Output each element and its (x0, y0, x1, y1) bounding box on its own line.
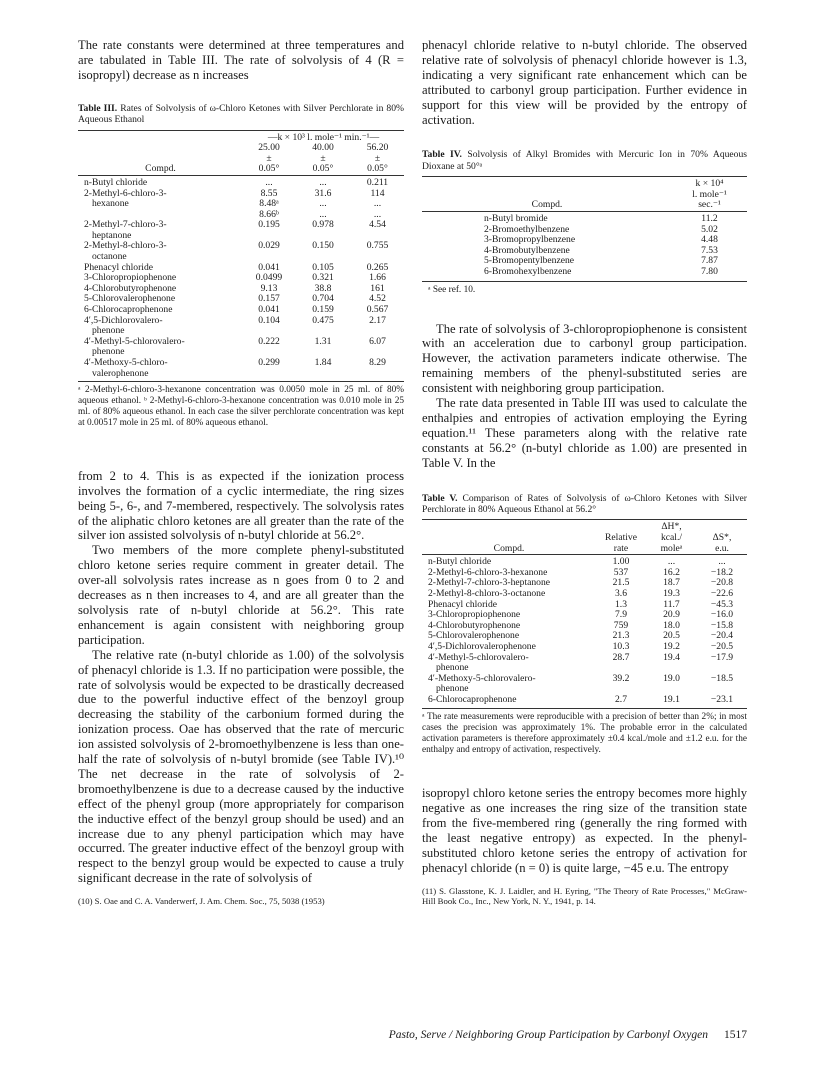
value-cell: 0.222 (258, 335, 280, 347)
value-cell (243, 369, 295, 380)
compound-cell: n-Butyl chloride (84, 176, 148, 188)
paragraph: The rate of solvolysis of 3-chloropropiophenone is consistent with an acceleration due to carbonyl group participation. However, the activation parameters indicate otherwise. The remaining members of the phenyl-substituted series are consistent with neighboring group participation. (422, 321, 747, 396)
value-cell: 8.66ᵇ (259, 208, 279, 220)
value-cell: 31.6 (314, 187, 332, 199)
value-cell: ... (373, 208, 382, 220)
table-row (422, 246, 747, 257)
column-header: Compd. (531, 199, 563, 211)
table-row (78, 199, 404, 210)
value-cell: 4.54 (369, 219, 386, 231)
value-cell: 1.66 (369, 272, 386, 284)
value-cell: 19.0 (663, 672, 680, 684)
column-header: rate (613, 542, 629, 554)
paragraph: isopropyl chloro ketone series the entropy becomes more highly negative as one increases the ring size of the transition state from the five-membered ring (generally the ring formed with the least negative entropy) as expected. In the phenyl-substituted chloro ketone series the entropy of activation for phenacyl chloride (n = 0) is quite large, −45 e.u. The entropy (422, 786, 747, 875)
value-cell: −15.8 (710, 619, 734, 631)
value-cell: 0.150 (312, 240, 334, 252)
value-cell: 0.265 (366, 261, 389, 273)
value-cell: 161 (370, 282, 385, 294)
value-cell: 28.7 (612, 651, 630, 663)
pm-sign: ± (320, 152, 326, 164)
temp-header: 40.00 (312, 142, 334, 154)
page-footer (330, 1029, 747, 1041)
compound-cell: 4′,5-Dichlorovalero- (84, 314, 163, 326)
value-cell: 0.157 (258, 293, 280, 305)
value-cell: 537 (613, 566, 629, 578)
table-row (422, 695, 747, 706)
table-row (422, 674, 747, 685)
table-caption: Table III. Rates of Solvolysis of ω-Chloro Ketones with Silver Perchlorate in 80% Aqueous Ethanol (78, 102, 404, 126)
compound-cell: 4′-Methoxy-5-chloro- (84, 357, 168, 368)
reference-10: (10) S. Oae and C. A. Vanderwerf, J. Am. Chem. Soc., 75, 5038 (1953) (78, 896, 325, 907)
value-cell: 4.48 (701, 234, 718, 246)
temp-header: 25.00 (258, 142, 280, 154)
value-cell: 11.2 (701, 213, 718, 225)
value-cell: −45.3 (710, 598, 734, 610)
table-iii (78, 103, 404, 429)
value-cell: 7.9 (615, 609, 627, 621)
value-cell: −18.5 (710, 672, 734, 684)
value-cell: −23.1 (710, 693, 734, 705)
value-cell: ... (667, 556, 676, 568)
value-cell: 3.6 (615, 587, 627, 599)
err-header: 0.05° (258, 163, 280, 175)
value-cell: 0.041 (258, 261, 280, 273)
value-cell: 21.5 (612, 577, 630, 589)
page-number: 1517 (724, 1029, 747, 1041)
value-cell: 0.029 (258, 240, 280, 252)
compound-cell: 6-Chlorocaprophenone (428, 693, 517, 705)
compound-cell: 2-Methyl-6-chloro-3-hexanone (428, 566, 548, 578)
value-cell: 0.0499 (255, 272, 283, 284)
compound-cell: 5-Bromopentylbenzene (484, 255, 575, 267)
value-cell: 4.52 (369, 293, 386, 305)
right-column (422, 38, 747, 906)
compound-cell: heptanone (92, 229, 132, 241)
err-header: 0.05° (367, 163, 388, 175)
compound-cell: 4′-Methoxy-5-chlorovalero- (428, 672, 536, 684)
table-row (78, 369, 404, 380)
column-header: ΔH*, (661, 521, 682, 533)
reference-11: (11) S. Glasstone, K. J. Laidler, and H. Eyring, "The Theory of Rate Processes," McGraw-Hill Book Co., Inc., New York, N. Y., 1941, p. 14. (422, 885, 747, 906)
compound-cell: phenone (92, 325, 125, 337)
table-row (422, 256, 747, 267)
compound-cell: phenone (436, 662, 469, 674)
value-cell: 0.704 (312, 293, 334, 305)
value-cell: 8.55 (260, 187, 278, 199)
value-cell: 0.195 (258, 219, 280, 231)
compound-cell: n-Butyl bromide (484, 213, 548, 225)
value-cell (351, 369, 404, 380)
value-cell: −16.0 (710, 609, 734, 621)
paragraph: from 2 to 4. This is as expected if the ionization process involves the formation of a cyclic intermediate, the ring sizes being 5-, 6-, and 7-membered, respectively. The solvolysis rates of the aliphatic chloro ketones are all greater than the rate of the silver ion assisted solvolysis of n-butyl chloride at 56.2°. (78, 468, 404, 543)
value-cell: 2.17 (369, 314, 386, 326)
column-header: moleᵃ (660, 542, 683, 554)
compound-cell: 5-Chlorovalerophenone (84, 293, 176, 305)
table-row (422, 235, 747, 246)
value-cell: 0.211 (366, 176, 389, 188)
table-row (422, 225, 747, 236)
value-cell: 0.475 (312, 314, 334, 326)
value-cell: 18.7 (663, 577, 680, 589)
temp-header: 56.20 (366, 142, 389, 154)
column-header: ΔS*, (712, 531, 732, 543)
column-header: Relative (605, 531, 637, 543)
column-header: k × 10⁴ (695, 178, 724, 190)
value-cell: −18.2 (710, 566, 734, 578)
value-cell: 19.4 (663, 651, 680, 663)
value-cell: 20.5 (663, 630, 680, 642)
column-header: Compd. (145, 163, 176, 175)
value-cell: 0.299 (258, 357, 280, 368)
value-cell: 8.29 (369, 357, 386, 368)
value-cell: 6.07 (369, 335, 386, 347)
column-header: Compd. (493, 542, 525, 554)
left-column (78, 38, 404, 907)
compound-cell: 2-Methyl-7-chloro-3-heptanone (428, 577, 551, 589)
table-footnote: ᵃ See ref. 10. (428, 284, 476, 295)
table-row (422, 555, 747, 568)
value-cell: 1.3 (615, 598, 627, 610)
value-cell: 21.3 (612, 630, 630, 642)
value-cell: −20.5 (710, 640, 734, 652)
table-v (422, 493, 747, 757)
column-header: kcal./ (660, 531, 683, 543)
value-cell: 10.3 (612, 640, 630, 652)
compound-cell: 2-Bromoethylbenzene (484, 223, 570, 235)
value-cell: 759 (613, 619, 629, 631)
compound-cell: 3-Bromopropylbenzene (484, 234, 576, 246)
compound-cell: 6-Bromohexylbenzene (484, 266, 572, 277)
value-cell: 0.105 (312, 261, 334, 273)
value-cell: 5.02 (701, 223, 718, 235)
value-cell: −20.4 (710, 630, 734, 642)
compound-cell: valerophenone (92, 367, 149, 379)
compound-cell: hexanone (92, 198, 129, 210)
column-header: e.u. (715, 542, 729, 554)
err-header: 0.05° (312, 163, 334, 175)
compound-cell: 4-Chlorobutyrophenone (84, 282, 177, 294)
value-cell: 0.041 (258, 304, 280, 316)
table-row (422, 212, 747, 225)
compound-cell: octanone (92, 251, 127, 263)
value-cell: 0.321 (312, 272, 334, 284)
column-header: sec.⁻¹ (698, 199, 721, 211)
pm-sign: ± (266, 152, 272, 164)
value-cell: 0.159 (312, 304, 334, 316)
value-cell: ... (718, 556, 726, 568)
table-caption: Table V. Comparison of Rates of Solvolysis of ω-Chloro Ketones with Silver Perchlorate in 80% Aqueous Ethanol at 56.2° (422, 492, 747, 515)
compound-cell: 4-Bromobutylbenzene (484, 244, 570, 256)
table (422, 519, 747, 705)
table-footnote: ᵃ The rate measurements were reproducible with a precision of better than 2%; in most cases the precision was approximately 1%. The probable error in the calculated activation parameters is therefore approximately ±0.4 kcal./mole and ±1.2 e.u. for the enthalpy and entropy of activation, respectively. (422, 712, 747, 756)
value-cell: ... (319, 208, 327, 220)
value-cell: 1.00 (612, 556, 630, 568)
value-cell: 19.1 (663, 693, 680, 705)
table-row (422, 267, 747, 278)
compound-cell: phenone (436, 683, 469, 695)
table-row (78, 358, 404, 369)
compound-cell: 4-Chlorobutyrophenone (428, 619, 521, 631)
paragraph: phenacyl chloride relative to n-butyl chloride. The observed relative rate of solvolysis of phenacyl chloride however is 1.3, indicating a very significant rate enhancement which can be attributed to carbonyl group participation. Further evidence in support for this view will be provided by the entropy of activation. (422, 38, 747, 127)
compound-cell: Phenacyl chloride (84, 261, 153, 273)
value-cell: 0.755 (366, 240, 389, 252)
value-cell: 0.104 (258, 314, 280, 326)
value-cell: 11.7 (663, 598, 680, 610)
compound-cell: 2-Methyl-6-chloro-3- (84, 187, 167, 199)
paragraph: The rate constants were determined at three temperatures and are tabulated in Table III. The rate of solvolysis of 4 (R = isopropyl) decrease as n increases (78, 38, 404, 82)
value-cell: 7.87 (701, 255, 718, 267)
compound-cell: 3-Chloropropiophenone (428, 609, 521, 621)
value-cell: 19.2 (663, 640, 680, 652)
compound-cell: Phenacyl chloride (428, 598, 497, 610)
table-iv (422, 149, 747, 295)
value-cell: 1.84 (314, 357, 332, 368)
value-cell: 16.2 (663, 566, 680, 578)
value-cell: 9.13 (260, 282, 278, 294)
table-row (78, 175, 404, 188)
compound-cell: 2-Methyl-7-chloro-3- (84, 219, 167, 231)
value-cell: 2.7 (615, 693, 627, 705)
paragraph: The relative rate (n-butyl chloride as 1.00) of the solvolysis of phenacyl chloride is 1.3. If no participation were possible, the rate of solvolysis would be expected to be drastically decreased due to the powerful inductive effect of the benzoyl group decreasing the stability of the carbonium formed during the ionization process. Oae has observed that the rate of mercuric ion assisted solvolysis of 2-bromoethylbenzene is less than one-half the rate of solvolysis of n-butyl bromide (see Table IV).¹⁰ The net decrease in the rate of solvolysis of 2-bromoethylbenzene is due to a decrease caused by the inductive effect of the phenyl group (more appropriately for comparison the inductive effect of the benzyl group should be used) and an increase due to any phenyl participation which may have occurred. The greater inductive effect of the benzoyl group with respect to the benzyl group would be expected to cause a truly significant decrease in the rate of solvolysis of (78, 647, 404, 886)
value-cell: 0.567 (366, 304, 389, 316)
table-footnote: ᵃ 2-Methyl-6-chloro-3-hexanone concentration was 0.0050 mole in 25 ml. of 80% aqueous ethanol. ᵇ 2-Methyl-6-chloro-3-hexanone concentration was 0.010 mole in 25 ml. of 80% aqueous ethanol. In each case the silver perchlorate concentration was kept at 0.00517 mole in 25 ml. of 80% aqueous ethanol. (78, 385, 404, 428)
value-cell: ... (319, 176, 327, 188)
table (78, 130, 404, 380)
compound-cell: n-Butyl chloride (428, 556, 492, 568)
running-head: Pasto, Serve / Neighboring Group Participation by Carbonyl Oxygen (388, 1029, 708, 1041)
value-cell: 1.31 (314, 335, 332, 347)
value-cell: 18.0 (663, 619, 680, 631)
compound-cell: 4′-Methyl-5-chlorovalero- (428, 651, 529, 663)
value-cell: −17.9 (710, 651, 734, 663)
table-caption: Table IV. Solvolysis of Alkyl Bromides with Mercuric Ion in 70% Aqueous Dioxane at 50°ᵃ (422, 149, 748, 172)
value-cell: 19.3 (663, 587, 680, 599)
value-cell: 0.978 (312, 219, 334, 231)
compound-cell: 6-Chlorocaprophenone (84, 304, 173, 316)
compound-cell: 5-Chlorovalerophenone (428, 630, 520, 642)
compound-cell: 3-Chloropropiophenone (84, 272, 177, 284)
value-cell: 7.53 (701, 244, 718, 256)
header-span: —k × 10³ l. mole⁻¹ min.⁻¹— (267, 131, 380, 143)
paragraph: The rate data presented in Table III was used to calculate the enthalpies and entropies of activation employing the Eyring equation.¹¹ These parameters along with the relative rate constants at 56.2° (n-butyl chloride as 1.00) are presented in Table V. In the (422, 396, 747, 470)
value-cell: 8.48ᵃ (259, 198, 279, 210)
value-cell: 114 (370, 187, 385, 199)
paragraph: Two members of the more complete phenyl-substituted chloro ketone series require comment in greater detail. The over-all solvolysis rates increase as n goes from 0 to 2 and decreases as n then increases to 4, and are all greater than the solvolysis rate of n-butyl chloride at 56.2°. This rate enhancement is again consistent with neighboring group participation. (78, 543, 404, 647)
compound-cell: 2-Methyl-8-chloro-3- (84, 240, 167, 252)
value-cell: 7.80 (701, 266, 718, 277)
value-cell: ... (373, 198, 382, 210)
column-header: l. mole⁻¹ (692, 188, 727, 200)
value-cell: −20.8 (710, 577, 734, 589)
value-cell: 39.2 (612, 672, 630, 684)
pm-sign: ± (374, 152, 381, 164)
table-row (422, 653, 747, 664)
value-cell: 38.8 (314, 282, 332, 294)
compound-cell: 4′-Methyl-5-chlorovalero- (84, 335, 185, 347)
table-row (78, 337, 404, 348)
compound-cell: 4′,5-Dichlorovalerophenone (428, 640, 536, 652)
compound-cell: 2-Methyl-8-chloro-3-octanone (428, 587, 546, 599)
value-cell: −22.6 (710, 587, 734, 599)
value-cell: ... (265, 176, 273, 188)
value-cell: 20.9 (663, 609, 680, 621)
table-row (422, 589, 747, 600)
compound-cell: phenone (92, 346, 125, 358)
value-cell (295, 369, 351, 380)
table-row (422, 642, 747, 653)
table-row (78, 241, 404, 252)
value-cell: ... (319, 198, 327, 210)
table-row (78, 316, 404, 327)
table (422, 176, 747, 277)
